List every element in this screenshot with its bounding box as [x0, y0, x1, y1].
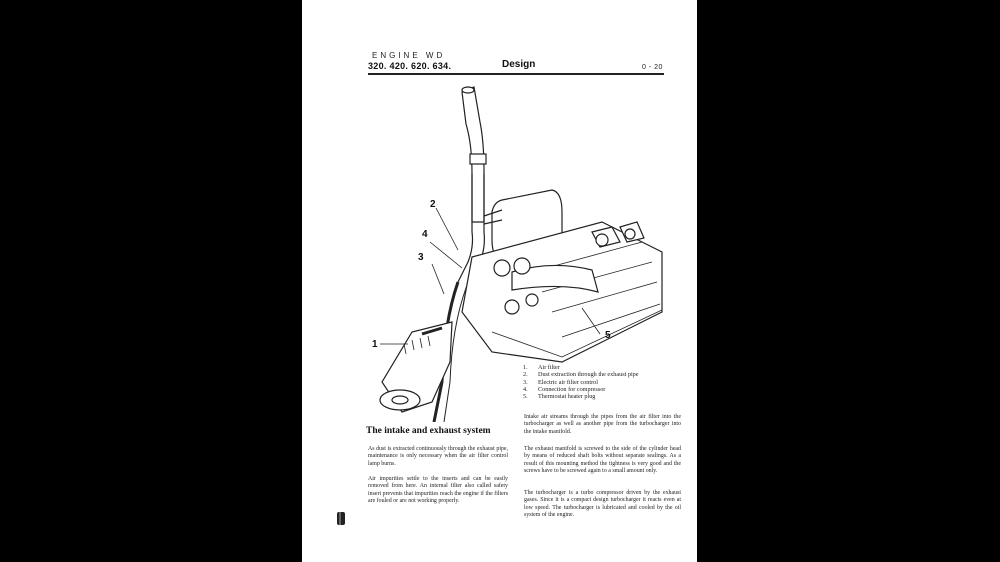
paragraph: The exhaust manifold is screwed to the side of the cylinder head by means of reduced shaft bolts without separate sealings. As a result of this mounting method the tightness is very good and the screws have to be screwed again to a small amount only. — [524, 446, 681, 474]
callout-4: 4 — [422, 229, 428, 240]
paragraph: Air impurities settle to the inserts and can be easily removed from here. An internal filter also called safety insert prevents that impurities reach the engine if the filters are fouled or are not working properly. — [368, 476, 508, 504]
air-filter — [380, 322, 452, 412]
legend-item: 3. Electric air filter control — [523, 378, 598, 386]
paragraph: As dust is extracted continuously through the exhaust pipe, maintenance is only necessary when the air filter control lamp burns. — [368, 446, 508, 467]
binding-mark — [337, 512, 345, 525]
header-rule — [368, 73, 664, 75]
section-title: Design — [502, 59, 536, 70]
page-number: 0 - 20 — [642, 64, 663, 71]
callout-5: 5 — [605, 330, 611, 341]
legend-item: 1. Air filter — [523, 364, 560, 371]
callout-1: 1 — [372, 339, 378, 350]
legend-item: 5. Thermostat heater plug — [523, 393, 596, 401]
paragraph: The turbocharger is a turbo compressor driven by the exhaust gases. Since it is a compact design turbocharger it reacts even at low speed. The turbocharger is lubricated and cooled by the oil system of the engine. — [524, 490, 681, 518]
callout-3: 3 — [418, 252, 424, 263]
legend-item: 2. Dust extraction through the exhaust pipe — [523, 371, 639, 379]
header-models: 320. 420. 620. 634. — [368, 61, 452, 71]
callout-2: 2 — [430, 199, 436, 210]
paragraph: Intake air streams through the pipes from the air filter into the turbocharger as well as another pipe from the turbocharger into the intake manifold. — [524, 414, 681, 435]
legend-item: 4. Connection for compressor — [523, 385, 606, 393]
section-heading: The intake and exhaust system — [366, 426, 491, 436]
header-engine-label: ENGINE WD — [372, 51, 446, 60]
manual-page — [302, 0, 697, 562]
diagram-legend — [523, 364, 639, 400]
